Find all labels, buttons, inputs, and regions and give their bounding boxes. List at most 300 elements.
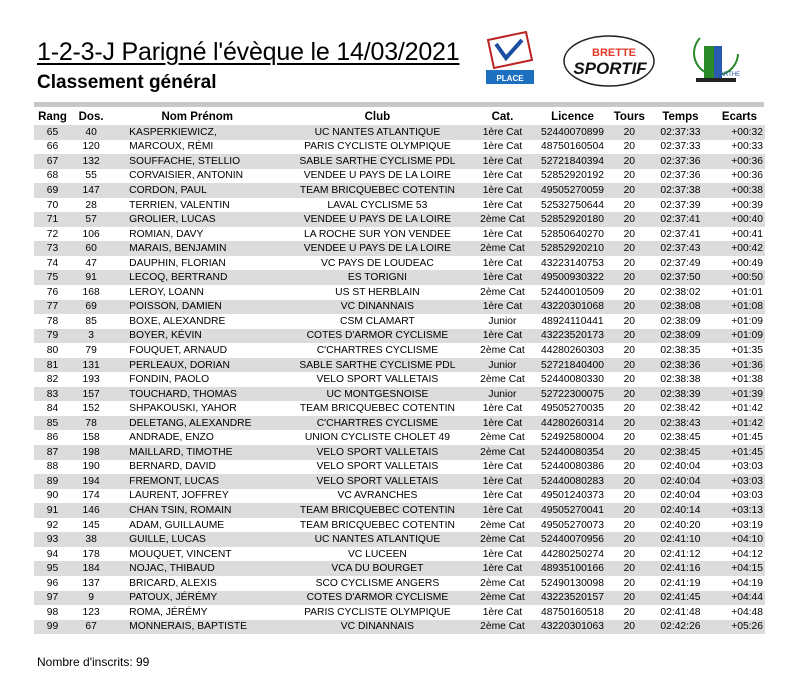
- cell-name: MONNERAIS, BAPTISTE: [111, 620, 283, 635]
- cell-licence: 52852920210: [533, 241, 611, 256]
- cell-bib: 28: [85, 199, 97, 211]
- cell-time: 02:38:43: [647, 416, 714, 431]
- cell-category: 1ère Cat: [471, 183, 533, 198]
- cell-laps: 20: [612, 561, 647, 576]
- table-row: [34, 154, 765, 169]
- cell-name: BOXE, ALEXANDRE: [129, 315, 226, 327]
- cell-bib: 38: [71, 532, 111, 547]
- table-row: [34, 198, 765, 213]
- cell-time: 02:41:48: [660, 606, 701, 618]
- cell-category: 1ère Cat: [482, 606, 523, 618]
- cell-club: C'CHARTRES CYCLISME: [316, 344, 439, 356]
- cell-laps: 20: [612, 503, 647, 518]
- table-row: [34, 445, 765, 460]
- cell-time: 02:41:45: [647, 591, 714, 606]
- cell-name: PERLEAUX, DORIAN: [111, 358, 283, 373]
- cell-gap: +01:36: [714, 358, 765, 373]
- cell-category: 1ère Cat: [471, 125, 533, 140]
- cell-bib: 79: [85, 344, 97, 356]
- cell-licence: 52852920180: [533, 212, 611, 227]
- cell-time: 02:37:41: [647, 212, 714, 227]
- cell-name: SOUFFACHE, STELLIO: [111, 154, 283, 169]
- cell-gap: +04:12: [731, 548, 763, 560]
- parigne-place-logo: [482, 30, 538, 88]
- cell-rank: 95: [34, 561, 71, 576]
- cell-name: FOUQUET, ARNAUD: [129, 344, 228, 356]
- cell-name: PATOUX, JÉRÉMY: [111, 591, 283, 606]
- cell-rank: 75: [34, 270, 71, 285]
- cell-gap: +03:03: [731, 490, 763, 502]
- cell-time: 02:38:35: [660, 344, 701, 356]
- cell-name: BRICARD, ALEXIS: [129, 577, 217, 589]
- cell-time: 02:40:04: [660, 490, 701, 502]
- cell-laps: 20: [612, 154, 647, 169]
- cell-rank: 93: [34, 532, 71, 547]
- cell-category: 2ème Cat: [471, 445, 533, 460]
- cell-category: 2ème Cat: [480, 519, 525, 531]
- cell-laps: 20: [612, 387, 647, 402]
- cell-name: MARAIS, BENJAMIN: [111, 241, 283, 256]
- table-row: [34, 620, 765, 635]
- cell-time: 02:37:38: [647, 183, 714, 198]
- cell-category: 2ème Cat: [480, 432, 525, 444]
- cell-bib: 40: [71, 125, 111, 140]
- cell-gap: +03:13: [714, 503, 765, 518]
- table-row: [34, 416, 765, 431]
- cell-rank: 85: [34, 416, 71, 431]
- cell-bib: 69: [71, 300, 111, 315]
- cell-laps: 20: [623, 228, 636, 240]
- cell-rank: 87: [34, 445, 71, 460]
- cell-time: 02:38:42: [660, 403, 701, 415]
- cell-club: VCA DU BOURGET: [283, 561, 471, 576]
- cell-name: KASPERKIEWICZ,: [111, 125, 283, 140]
- cell-club: PARIS CYCLISTE OLYMPIQUE: [304, 141, 451, 153]
- cell-club: VC LUCEEN: [347, 548, 407, 560]
- cell-bib: 174: [82, 490, 100, 502]
- cell-club: UC NANTES ATLANTIQUE: [283, 125, 471, 140]
- cell-licence: 52532750644: [540, 199, 604, 211]
- cell-time: 02:37:36: [660, 170, 701, 182]
- cell-time: 02:38:09: [660, 315, 701, 327]
- cell-laps: 20: [612, 329, 647, 344]
- cell-bib: 9: [71, 591, 111, 606]
- table-row: [34, 605, 765, 620]
- cell-laps: 20: [612, 212, 647, 227]
- column-header-category: Cat.: [491, 110, 514, 123]
- column-header-time: Temps: [662, 110, 699, 123]
- cell-category: 1ère Cat: [482, 141, 523, 153]
- cell-laps: 20: [623, 519, 636, 531]
- results-table: [34, 108, 765, 634]
- table-row: [34, 140, 765, 155]
- table-row: [34, 183, 765, 198]
- cell-rank: 66: [46, 141, 59, 153]
- cell-gap: +00:50: [714, 270, 765, 285]
- cell-rank: 96: [46, 577, 59, 589]
- cell-bib: 178: [82, 548, 100, 560]
- cell-gap: +05:26: [714, 620, 765, 635]
- cell-gap: +00:39: [731, 199, 763, 211]
- cell-name: BOYER, KÉVIN: [111, 329, 283, 344]
- table-row: [34, 212, 765, 227]
- cell-gap: +03:19: [731, 519, 763, 531]
- cell-gap: +04:44: [714, 591, 765, 606]
- column-header-rang: Rang: [38, 110, 67, 123]
- cell-time: 02:38:36: [647, 358, 714, 373]
- cell-club: VC DINANNAIS: [283, 300, 471, 315]
- cell-club: VELO SPORT VALLETAIS: [316, 374, 439, 386]
- cell-rank: 89: [34, 474, 71, 489]
- cell-licence: 43223520157: [533, 591, 611, 606]
- table-row: [34, 329, 765, 344]
- cell-licence: 52721840400: [533, 358, 611, 373]
- cell-rank: 70: [46, 199, 59, 211]
- cell-gap: +01:42: [731, 403, 763, 415]
- cell-laps: 20: [612, 358, 647, 373]
- cell-category: 1ère Cat: [471, 561, 533, 576]
- table-row: [34, 489, 765, 504]
- column-header-dossard: Dos.: [78, 110, 104, 123]
- cell-gap: +01:09: [731, 315, 763, 327]
- cell-name: BERNARD, DAVID: [129, 461, 216, 473]
- cell-rank: 68: [46, 170, 59, 182]
- svg-text:SPORTIF: SPORTIF: [573, 59, 647, 78]
- cell-gap: +03:03: [714, 474, 765, 489]
- cell-name: FREMONT, LUCAS: [111, 474, 283, 489]
- cell-bib: 168: [82, 286, 100, 298]
- svg-text:BRETTE: BRETTE: [592, 47, 636, 59]
- cell-rank: 84: [46, 403, 59, 415]
- cell-bib: 190: [82, 461, 100, 473]
- cell-gap: +01:39: [714, 387, 765, 402]
- column-header-name: Nom Prénom: [161, 110, 234, 123]
- cell-laps: 20: [612, 620, 647, 635]
- cell-laps: 20: [623, 490, 636, 502]
- cell-category: 2ème Cat: [480, 344, 525, 356]
- cell-rank: 79: [34, 329, 71, 344]
- cell-club: PARIS CYCLISTE OLYMPIQUE: [304, 606, 451, 618]
- cell-bib: 158: [82, 432, 100, 444]
- cell-laps: 20: [623, 577, 636, 589]
- cell-time: 02:37:49: [660, 257, 701, 269]
- cell-category: Junior: [471, 387, 533, 402]
- cell-category: 1ère Cat: [471, 474, 533, 489]
- cell-time: 02:37:39: [660, 199, 701, 211]
- cell-laps: 20: [612, 445, 647, 460]
- cell-category: Junior: [488, 315, 517, 327]
- cell-laps: 20: [612, 532, 647, 547]
- cell-gap: +01:38: [731, 374, 763, 386]
- table-row: [34, 532, 765, 547]
- cell-laps: 20: [612, 183, 647, 198]
- cell-licence: 52440070956: [533, 532, 611, 547]
- cell-licence: 48935100166: [533, 561, 611, 576]
- cell-bib: 78: [71, 416, 111, 431]
- column-header-club: Club: [364, 110, 391, 123]
- cell-bib: 198: [71, 445, 111, 460]
- table-row: [34, 561, 765, 576]
- cell-club: VC DINANNAIS: [283, 620, 471, 635]
- cell-time: 02:37:36: [647, 154, 714, 169]
- cell-name: ROMIAN, DAVY: [129, 228, 204, 240]
- cell-rank: 74: [46, 257, 59, 269]
- table-row: [34, 387, 765, 402]
- cell-gap: +00:36: [714, 154, 765, 169]
- cell-licence: 44280260303: [540, 344, 604, 356]
- cell-name: ANDRADE, ENZO: [129, 432, 214, 444]
- cell-licence: 52440080386: [540, 461, 604, 473]
- svg-text:PLACE: PLACE: [496, 74, 524, 83]
- cell-gap: +03:03: [731, 461, 763, 473]
- page-title: 1-2-3-J Parigné l'évèque le 14/03/2021: [37, 38, 460, 66]
- cell-gap: +00:36: [731, 170, 763, 182]
- cell-gap: +00:32: [714, 125, 765, 140]
- cell-bib: 106: [82, 228, 100, 240]
- cell-licence: 43220301068: [533, 300, 611, 315]
- cell-club: TEAM BRICQUEBEC COTENTIN: [299, 403, 455, 415]
- page-subtitle: Classement général: [37, 72, 217, 93]
- table-row: [34, 169, 765, 184]
- cell-licence: 49505270041: [533, 503, 611, 518]
- cell-category: 2ème Cat: [471, 532, 533, 547]
- cell-name: POISSON, DAMIEN: [111, 300, 283, 315]
- cell-rank: 92: [46, 519, 59, 531]
- cell-licence: 52440080330: [540, 374, 604, 386]
- cell-name: MARCOUX, RÉMI: [129, 141, 214, 153]
- cell-laps: 20: [623, 403, 636, 415]
- cell-licence: 52722300075: [533, 387, 611, 402]
- cell-category: 2ème Cat: [471, 241, 533, 256]
- cell-time: 02:37:33: [647, 125, 714, 140]
- cell-club: COTES D'ARMOR CYCLISME: [283, 329, 471, 344]
- cell-laps: 20: [612, 241, 647, 256]
- table-row: [34, 314, 765, 329]
- cell-gap: +00:40: [714, 212, 765, 227]
- cell-name: LECOQ, BERTRAND: [111, 270, 283, 285]
- cell-time: 02:40:20: [660, 519, 701, 531]
- cell-name: LAURENT, JOFFREY: [129, 490, 229, 502]
- cell-bib: 147: [71, 183, 111, 198]
- cell-licence: 49505270035: [540, 403, 604, 415]
- cell-time: 02:38:45: [660, 432, 701, 444]
- cell-category: 1ère Cat: [471, 329, 533, 344]
- table-row: [34, 343, 765, 358]
- cell-gap: +01:45: [731, 432, 763, 444]
- cell-time: 02:38:39: [647, 387, 714, 402]
- cell-licence: 43223140753: [540, 257, 604, 269]
- cell-licence: 49505270073: [540, 519, 604, 531]
- cell-licence: 43223520173: [533, 329, 611, 344]
- cell-gap: +01:42: [714, 416, 765, 431]
- cell-gap: +00:41: [731, 228, 763, 240]
- cell-club: SABLE SARTHE CYCLISME PDL: [283, 154, 471, 169]
- cell-time: 02:40:04: [660, 461, 701, 473]
- cell-rank: 73: [34, 241, 71, 256]
- cell-club: VC PAYS DE LOUDEAC: [320, 257, 434, 269]
- cell-rank: 83: [34, 387, 71, 402]
- cell-name: DAUPHIN, FLORIAN: [129, 257, 226, 269]
- cell-gap: +01:35: [731, 344, 763, 356]
- cell-gap: +04:48: [731, 606, 763, 618]
- header-divider: [34, 102, 764, 107]
- cell-bib: 120: [82, 141, 100, 153]
- cell-time: 02:37:33: [660, 141, 701, 153]
- parigne-leveque-sarthe-logo: [688, 30, 744, 90]
- cell-gap: +00:49: [731, 257, 763, 269]
- cell-category: 1ère Cat: [471, 503, 533, 518]
- cell-club: SCO CYCLISME ANGERS: [315, 577, 440, 589]
- cell-club: TEAM BRICQUEBEC COTENTIN: [283, 503, 471, 518]
- cell-category: 1ère Cat: [482, 228, 523, 240]
- cell-category: 2ème Cat: [471, 212, 533, 227]
- table-row: [34, 460, 765, 475]
- cell-category: 1ère Cat: [482, 199, 523, 211]
- table-row: [34, 227, 765, 242]
- cell-laps: 20: [612, 474, 647, 489]
- cell-club: TEAM BRICQUEBEC COTENTIN: [283, 183, 471, 198]
- cell-category: 1ère Cat: [482, 548, 523, 560]
- cell-gap: +04:19: [731, 577, 763, 589]
- cell-gap: +00:33: [731, 141, 763, 153]
- cell-licence: 52490130098: [540, 577, 604, 589]
- table-row: [34, 576, 765, 591]
- cell-laps: 20: [612, 591, 647, 606]
- cell-bib: 193: [82, 374, 100, 386]
- cell-name: FONDIN, PAOLO: [129, 374, 210, 386]
- cell-laps: 20: [623, 315, 636, 327]
- cell-club: UNION CYCLISTE CHOLET 49: [304, 432, 450, 444]
- cell-name: TOUCHARD, THOMAS: [111, 387, 283, 402]
- cell-category: 1ère Cat: [482, 490, 523, 502]
- column-header-licence: Licence: [551, 110, 594, 123]
- cell-rank: 91: [34, 503, 71, 518]
- cell-bib: 157: [71, 387, 111, 402]
- table-row: [34, 518, 765, 533]
- cell-licence: 49505270059: [533, 183, 611, 198]
- cell-time: 02:41:16: [647, 561, 714, 576]
- cell-bib: 57: [71, 212, 111, 227]
- registrants-count: Nombre d'inscrits: 99: [37, 655, 150, 669]
- cell-rank: 77: [34, 300, 71, 315]
- cell-club: VELO SPORT VALLETAIS: [283, 474, 471, 489]
- cell-category: Junior: [471, 358, 533, 373]
- cell-licence: 49500930322: [533, 270, 611, 285]
- cell-rank: 72: [46, 228, 59, 240]
- cell-licence: 44280260314: [533, 416, 611, 431]
- cell-bib: 47: [85, 257, 97, 269]
- cell-licence: 52440070899: [533, 125, 611, 140]
- cell-rank: 98: [46, 606, 59, 618]
- cell-name: CHAN TSIN, ROMAIN: [111, 503, 283, 518]
- cell-rank: 78: [46, 315, 59, 327]
- cell-club: VENDEE U PAYS DE LA LOIRE: [283, 212, 471, 227]
- table-row: [34, 547, 765, 562]
- cell-rank: 80: [46, 344, 59, 356]
- cell-licence: 52440080354: [533, 445, 611, 460]
- cell-laps: 20: [623, 286, 636, 298]
- cell-rank: 82: [46, 374, 59, 386]
- table-row: [34, 503, 765, 518]
- cell-bib: 146: [71, 503, 111, 518]
- cell-club: TEAM BRICQUEBEC COTENTIN: [299, 519, 455, 531]
- cell-bib: 3: [71, 329, 111, 344]
- cell-gap: +01:01: [731, 286, 763, 298]
- table-row: [34, 270, 765, 285]
- cell-bib: 55: [85, 170, 97, 182]
- cell-time: 02:38:02: [660, 286, 701, 298]
- cell-time: 02:37:43: [647, 241, 714, 256]
- cell-gap: +00:42: [714, 241, 765, 256]
- cell-name: LEROY, LOANN: [129, 286, 204, 298]
- cell-category: 1ère Cat: [471, 270, 533, 285]
- cell-club: VENDEE U PAYS DE LA LOIRE: [303, 170, 452, 182]
- cell-bib: 194: [71, 474, 111, 489]
- cell-category: 1ère Cat: [471, 416, 533, 431]
- cell-laps: 20: [623, 170, 636, 182]
- cell-club: UC NANTES ATLANTIQUE: [283, 532, 471, 547]
- cell-rank: 76: [46, 286, 59, 298]
- cell-time: 02:38:38: [660, 374, 701, 386]
- table-row: [34, 372, 765, 387]
- cell-category: 1ère Cat: [471, 300, 533, 315]
- cell-rank: 86: [46, 432, 59, 444]
- cell-bib: 85: [85, 315, 97, 327]
- cell-bib: 91: [71, 270, 111, 285]
- cell-time: 02:40:04: [647, 474, 714, 489]
- cell-club: US ST HERBLAIN: [335, 286, 420, 298]
- cell-bib: 60: [71, 241, 111, 256]
- cell-name: DELETANG, ALEXANDRE: [111, 416, 283, 431]
- table-row: [34, 358, 765, 373]
- cell-category: 1ère Cat: [471, 154, 533, 169]
- cell-laps: 20: [623, 141, 636, 153]
- cell-bib: 131: [71, 358, 111, 373]
- cell-rank: 71: [34, 212, 71, 227]
- cell-bib: 132: [71, 154, 111, 169]
- cell-category: 2ème Cat: [471, 620, 533, 635]
- cell-category: 1ère Cat: [482, 403, 523, 415]
- cell-laps: 20: [623, 461, 636, 473]
- cell-time: 02:38:09: [647, 329, 714, 344]
- cell-licence: 52440080283: [533, 474, 611, 489]
- cell-name: CORDON, PAUL: [111, 183, 283, 198]
- cell-club: SABLE SARTHE CYCLISME PDL: [283, 358, 471, 373]
- cell-laps: 20: [623, 374, 636, 386]
- cell-name: TERRIEN, VALENTIN: [129, 199, 230, 211]
- cell-category: 1ère Cat: [482, 170, 523, 182]
- cell-time: 02:41:10: [647, 532, 714, 547]
- cell-category: 1ère Cat: [482, 461, 523, 473]
- brette-sportif-logo: [562, 34, 656, 88]
- table-row: [34, 474, 765, 489]
- table-row: [34, 125, 765, 140]
- cell-rank: 88: [46, 461, 59, 473]
- cell-name: ADAM, GUILLAUME: [129, 519, 225, 531]
- results-body: [34, 125, 765, 634]
- cell-name: ROMA, JÉRÉMY: [129, 606, 208, 618]
- cell-licence: 49501240373: [540, 490, 604, 502]
- cell-category: 2ème Cat: [480, 577, 525, 589]
- cell-licence: 52850640270: [540, 228, 604, 240]
- cell-rank: 67: [34, 154, 71, 169]
- cell-time: 02:42:26: [647, 620, 714, 635]
- cell-bib: 152: [82, 403, 100, 415]
- column-header-laps: Tours: [613, 110, 645, 123]
- cell-name: GROLIER, LUCAS: [111, 212, 283, 227]
- cell-laps: 20: [623, 199, 636, 211]
- cell-licence: 48750160518: [540, 606, 604, 618]
